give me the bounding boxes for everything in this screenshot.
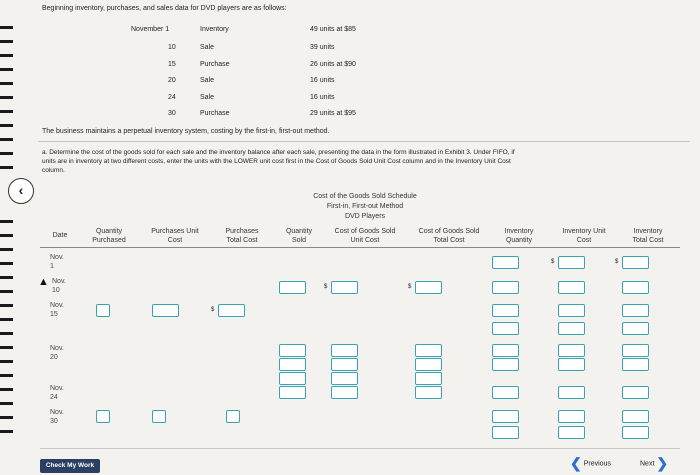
purch-total-cost-input[interactable] — [226, 410, 240, 423]
qty-sold-input[interactable] — [279, 358, 306, 371]
schedule-subtitle: First-in, First-out Method — [326, 203, 404, 210]
inv-qty-input[interactable] — [492, 426, 519, 439]
date-label: Nov. — [50, 345, 64, 352]
header-divider — [40, 247, 680, 248]
col-qty-purchased-1: Quantity — [95, 228, 123, 235]
left-toolbar — [0, 0, 14, 475]
col-cogs-unit-2: Unit Cost — [350, 237, 380, 244]
col-purch-unit-2: Cost — [167, 237, 183, 244]
inv-unit-cost-input[interactable] — [558, 358, 585, 371]
purch-unit-cost-input[interactable] — [152, 410, 166, 423]
row-type: Sale — [200, 94, 215, 101]
inv-total-cost-input[interactable] — [622, 322, 649, 335]
qty-sold-input[interactable] — [279, 386, 306, 399]
col-date: Date — [52, 232, 68, 239]
inv-qty-input[interactable] — [492, 281, 519, 294]
col-qty-sold-2: Sold — [291, 237, 306, 244]
inv-unit-cost-input[interactable] — [558, 281, 585, 294]
inv-total-cost-input[interactable] — [622, 256, 649, 269]
inv-total-cost-input[interactable] — [622, 410, 649, 423]
inv-qty-input[interactable] — [492, 386, 519, 399]
inv-qty-input[interactable] — [492, 256, 519, 269]
cogs-unit-cost-input[interactable] — [331, 372, 358, 385]
row-type: Purchase — [200, 110, 230, 117]
date-label: 24 — [50, 394, 58, 401]
cursor-icon: ▲ — [38, 276, 49, 288]
inv-qty-input[interactable] — [492, 410, 519, 423]
date-label: Nov. — [50, 385, 64, 392]
inv-total-cost-input[interactable] — [622, 358, 649, 371]
inv-unit-cost-input[interactable] — [558, 344, 585, 357]
currency-symbol: $ — [551, 259, 555, 265]
inv-unit-cost-input[interactable] — [558, 410, 585, 423]
col-cogs-total-2: Total Cost — [433, 237, 465, 244]
purch-unit-cost-input[interactable] — [152, 304, 179, 317]
row-qty: 49 units at $85 — [310, 26, 356, 33]
col-inv-unit-2: Cost — [576, 237, 592, 244]
date-label: 30 — [50, 418, 58, 425]
qty-sold-input[interactable] — [279, 281, 306, 294]
row-date: 30 — [168, 110, 176, 117]
date-label: Nov. — [50, 409, 64, 416]
date-label: 10 — [52, 287, 60, 294]
row-type: Sale — [200, 77, 215, 84]
inv-total-cost-input[interactable] — [622, 304, 649, 317]
row-date: 20 — [168, 77, 176, 84]
divider — [38, 141, 690, 142]
currency-symbol: $ — [211, 307, 215, 313]
row-qty: 29 units at $95 — [310, 110, 356, 117]
question-line2: units are in inventory at two different costs, enter the units with the LOWER unit cost first in the Cost of Goods Sold Unit Cost column and in the Inventory Unit Cost — [42, 158, 511, 165]
inv-total-cost-input[interactable] — [622, 281, 649, 294]
chevron-right-icon: ❯ — [656, 455, 669, 471]
inv-unit-cost-input[interactable] — [558, 322, 585, 335]
col-inv-total-2: Total Cost — [632, 237, 664, 244]
inv-total-cost-input[interactable] — [622, 386, 649, 399]
previous-label: Previous — [583, 460, 611, 468]
cogs-unit-cost-input[interactable] — [331, 358, 358, 371]
inv-unit-cost-input[interactable] — [558, 426, 585, 439]
row-date: 24 — [168, 94, 176, 101]
row-date: November 1 — [131, 26, 170, 33]
qty-sold-input[interactable] — [279, 344, 306, 357]
previous-button[interactable] — [570, 455, 611, 472]
inv-total-cost-input[interactable] — [622, 344, 649, 357]
col-inv-unit-1: Inventory Unit — [562, 228, 606, 235]
currency-symbol: $ — [615, 259, 619, 265]
next-button[interactable] — [640, 455, 668, 472]
col-purch-unit-1: Purchases Unit — [151, 228, 199, 235]
inv-total-cost-input[interactable] — [622, 426, 649, 439]
col-qty-purchased-2: Purchased — [92, 237, 126, 244]
col-inv-qty-2: Quantity — [505, 237, 533, 244]
row-type: Sale — [200, 44, 215, 51]
date-label: 20 — [50, 354, 58, 361]
currency-symbol: $ — [324, 284, 328, 290]
inv-qty-input[interactable] — [492, 322, 519, 335]
col-purch-total-1: Purchases — [225, 228, 259, 235]
row-type: Purchase — [200, 61, 230, 68]
cogs-total-cost-input[interactable] — [415, 386, 442, 399]
col-cogs-unit-1: Cost of Goods Sold — [334, 228, 396, 235]
qty-sold-input[interactable] — [279, 372, 306, 385]
purch-total-cost-input[interactable] — [218, 304, 245, 317]
cogs-unit-cost-input[interactable] — [331, 344, 358, 357]
schedule-product: DVD Players — [344, 213, 386, 220]
cogs-total-cost-input[interactable] — [415, 344, 442, 357]
schedule-title: Cost of the Goods Sold Schedule — [313, 193, 417, 200]
date-label: Nov. — [50, 302, 64, 309]
inv-qty-input[interactable] — [492, 304, 519, 317]
row-type: Inventory — [200, 26, 229, 33]
date-label: 1 — [50, 263, 54, 270]
qty-purchased-input[interactable] — [96, 304, 110, 317]
row-qty: 16 units — [310, 94, 335, 101]
row-date: 15 — [168, 61, 176, 68]
cogs-total-cost-input[interactable] — [415, 281, 442, 294]
next-label: Next — [640, 460, 655, 468]
inv-qty-input[interactable] — [492, 344, 519, 357]
cogs-total-cost-input[interactable] — [415, 358, 442, 371]
row-qty: 26 units at $90 — [310, 61, 356, 68]
inv-unit-cost-input[interactable] — [558, 304, 585, 317]
intro-text: Beginning inventory, purchases, and sales data for DVD players are as follows: — [42, 5, 287, 12]
date-label: Nov. — [52, 278, 66, 285]
chevron-left-icon: ❮ — [570, 455, 582, 471]
col-purch-total-2: Total Cost — [226, 237, 258, 244]
footer-divider — [40, 448, 680, 449]
cogs-unit-cost-input[interactable] — [331, 386, 358, 399]
qty-purchased-input[interactable] — [96, 410, 110, 423]
method-text: The business maintains a perpetual inventory system, costing by the first-in, first-out method. — [42, 128, 330, 135]
row-qty: 39 units — [310, 44, 335, 51]
col-inv-qty-1: Inventory — [504, 228, 534, 235]
col-inv-total-1: Inventory — [633, 228, 663, 235]
col-qty-sold-1: Quantity — [285, 228, 313, 235]
date-label: Nov. — [50, 254, 64, 261]
check-my-work-button[interactable]: Check My Work — [40, 459, 100, 473]
row-qty: 16 units — [310, 77, 335, 84]
inv-qty-input[interactable] — [492, 358, 519, 371]
inv-unit-cost-input[interactable] — [558, 256, 585, 269]
cogs-total-cost-input[interactable] — [415, 372, 442, 385]
date-label: 15 — [50, 311, 58, 318]
inv-unit-cost-input[interactable] — [558, 386, 585, 399]
chevron-left-icon[interactable]: ‹ — [8, 178, 34, 204]
col-cogs-total-1: Cost of Goods Sold — [418, 228, 480, 235]
cogs-unit-cost-input[interactable] — [331, 281, 358, 294]
currency-symbol: $ — [408, 284, 412, 290]
question-line3: column. — [42, 167, 65, 174]
question-line1: a. Determine the cost of the goods sold for each sale and the inventory balance after each sale, presenting the data in the form illustrated in Exhibit 3. Under FIFO, if — [42, 149, 515, 156]
row-date: 10 — [168, 44, 176, 51]
